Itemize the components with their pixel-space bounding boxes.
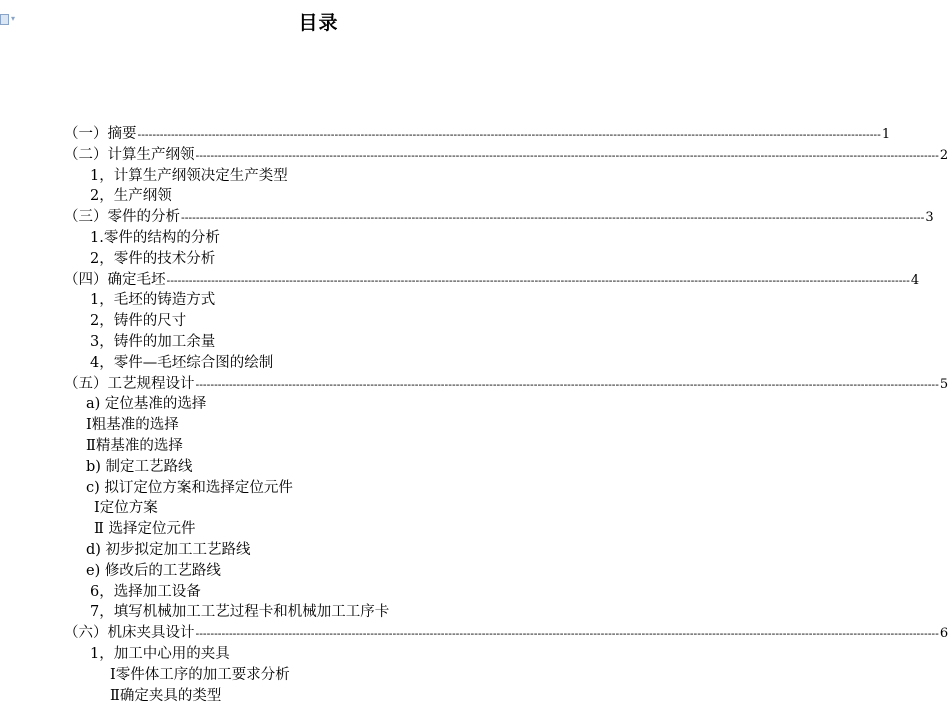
toc-entry-title: b) 制定工艺路线 — [86, 458, 193, 475]
toc-entry-title: Ⅰ粗基准的选择 — [86, 417, 179, 434]
toc-entry-title: Ⅱ精基准的选择 — [86, 438, 183, 454]
toc-page-number: 4 — [910, 272, 920, 288]
toc-page-number: 1 — [881, 127, 891, 142]
toc-entry-title: （三）零件的分析 — [64, 209, 180, 226]
toc-entry-title: 1，加工中心用的夹具 — [90, 646, 230, 662]
toc-entry[interactable] — [64, 374, 948, 395]
toc-entry[interactable] — [90, 602, 389, 623]
toc-entry-title: a) 定位基准的选择 — [86, 396, 207, 413]
toc-entry[interactable] — [86, 540, 251, 561]
toc-entry-title: d) 初步拟定加工工艺路线 — [86, 542, 251, 558]
toc-entry[interactable] — [110, 686, 221, 707]
toc-entry-title: 1.零件的结构的分析 — [90, 230, 220, 246]
toc-entry[interactable] — [90, 228, 220, 249]
toc-entry[interactable] — [86, 394, 206, 415]
toc-entry-title: Ⅱ确定夹具的类型 — [110, 687, 222, 704]
toc-entry[interactable] — [90, 166, 288, 187]
chevron-down-icon: ▾ — [11, 14, 16, 23]
toc-entry[interactable] — [90, 644, 230, 665]
dash-leader: -------------------------------------------------------------------------------------------------------------------------------------------------------------------------------------------------------- — [137, 128, 881, 141]
toc-page-number: 6 — [939, 626, 948, 642]
toc-entry-title: 2，铸件的尺寸 — [90, 313, 187, 330]
toc-entry[interactable] — [86, 457, 193, 478]
toc-entry[interactable] — [90, 290, 215, 311]
toc-entry[interactable] — [90, 249, 215, 270]
toc-entry[interactable] — [64, 145, 948, 166]
toc-entry-title: Ⅱ 选择定位元件 — [94, 521, 196, 538]
toc-entry-title: 3，铸件的加工余量 — [90, 334, 216, 350]
toc-entry[interactable] — [90, 332, 215, 353]
toc-entry-title: （四）确定毛坯 — [64, 271, 166, 288]
toc-entry-title: （一）摘要 — [64, 126, 137, 142]
dash-leader: -------------------------------------------------------------------------------------------------------------------------------------------------------------------------------------------------------- — [195, 627, 939, 641]
page-title: 目录 — [298, 12, 339, 34]
toc-entry[interactable] — [90, 186, 172, 207]
toc-entry-title: 2，生产纲领 — [90, 188, 172, 205]
toc-entry[interactable] — [110, 665, 290, 686]
toc-entry-title: 1，毛坯的铸造方式 — [90, 292, 216, 309]
toc-entry[interactable] — [90, 353, 273, 374]
toc-entry[interactable] — [86, 561, 221, 582]
toc-entry-title: （五）工艺规程设计 — [64, 375, 195, 392]
toc-entry[interactable] — [64, 124, 891, 145]
toc-entry-title: 7，填写机械加工工艺过程卡和机械加工工序卡 — [90, 604, 390, 621]
toc-entry-title: 4，零件—毛坯综合图的绘制 — [90, 354, 274, 371]
dash-leader: -------------------------------------------------------------------------------------------------------------------------------------------------------------------------------------------------------- — [195, 148, 939, 162]
toc-entry-title: e) 修改后的工艺路线 — [86, 562, 221, 579]
toc-entry[interactable] — [90, 582, 201, 603]
toc-entry-title: Ⅰ定位方案 — [94, 500, 158, 517]
toc-entry-title: 6，选择加工设备 — [90, 583, 201, 600]
toc-page-number: 3 — [925, 210, 934, 226]
toc-entry-title: c) 拟订定位方案和选择定位元件 — [86, 479, 293, 496]
toc-entry[interactable] — [94, 498, 158, 519]
toc-entry[interactable] — [64, 623, 948, 644]
toc-entry-title: （二）计算生产纲领 — [64, 146, 195, 163]
toc-entry[interactable] — [64, 270, 920, 291]
toc-entry[interactable] — [90, 311, 186, 332]
dash-leader: -------------------------------------------------------------------------------------------------------------------------------------------------------------------------------------------------------- — [181, 211, 925, 225]
dash-leader: -------------------------------------------------------------------------------------------------------------------------------------------------------------------------------------------------------- — [166, 273, 910, 287]
toc-entry-title: Ⅰ零件体工序的加工要求分析 — [110, 666, 290, 683]
toc-page-number: 2 — [939, 147, 948, 163]
toc-entry-title: 1，计算生产纲领决定生产类型 — [90, 167, 288, 184]
toc-entry-title: （六）机床夹具设计 — [64, 625, 195, 642]
dash-leader: -------------------------------------------------------------------------------------------------------------------------------------------------------------------------------------------------------- — [195, 377, 939, 391]
toc-entry[interactable] — [86, 436, 183, 457]
toc-entry-title: 2，零件的技术分析 — [90, 250, 216, 267]
toc-entry[interactable] — [94, 519, 195, 540]
toc-page-number: 5 — [939, 376, 948, 392]
toc-entry[interactable] — [86, 478, 293, 499]
toc-entry[interactable] — [86, 415, 179, 436]
toc-entry[interactable] — [64, 207, 934, 228]
